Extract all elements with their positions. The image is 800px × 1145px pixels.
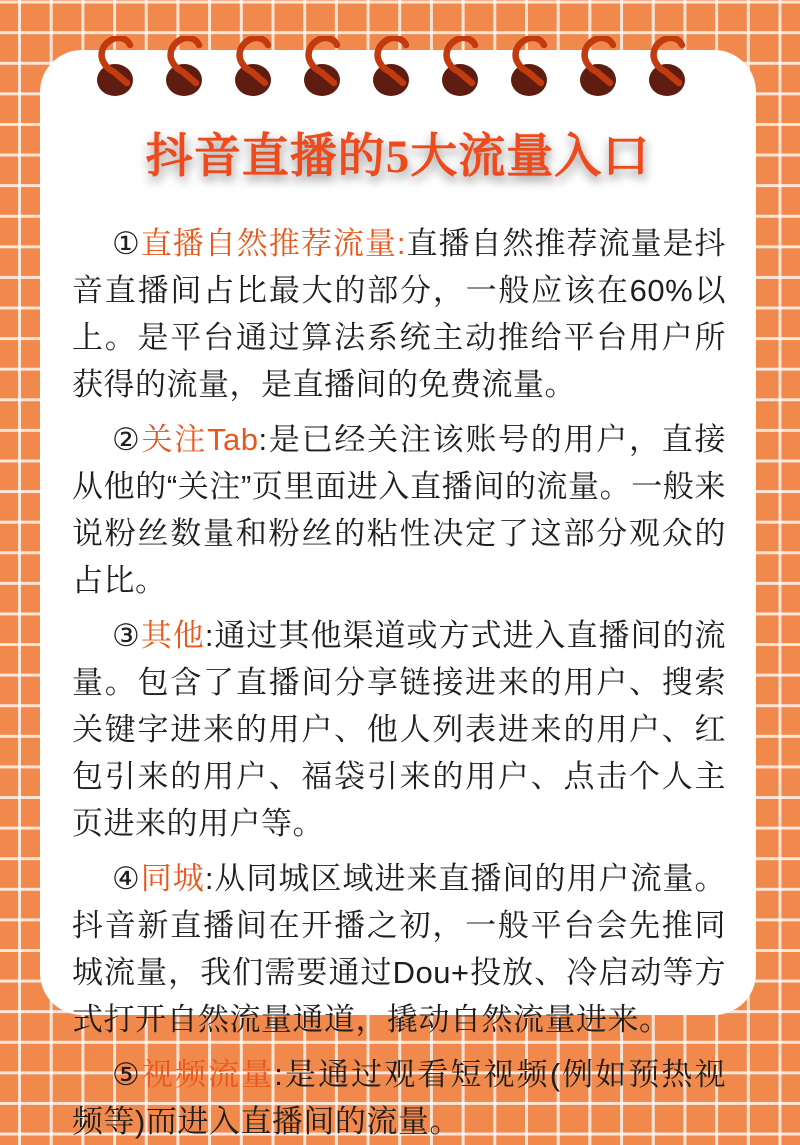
section-paragraph-4: [72, 855, 726, 1043]
binder-ring-icon: [232, 36, 272, 98]
binder-rings: [94, 36, 686, 98]
section-paragraph-1: [72, 220, 726, 408]
section-body: :通过其他渠道或方式进入直播间的流量。包含了直播间分享链接进来的用户、搜索关键字进来的用户、他人列表进来的用户、红包引来的用户、福袋引来的用户、点击个人主页进来的用户等。: [72, 618, 726, 841]
binder-ring-icon: [370, 36, 410, 98]
section-paragraph-2: [72, 416, 726, 604]
section-number: ②: [112, 422, 142, 457]
section-keyword: 同城: [140, 861, 205, 896]
section-number: ③: [112, 618, 141, 653]
section-paragraph-3: [72, 612, 726, 847]
page-title: 抖音直播的5大流量入口: [145, 131, 651, 183]
binder-ring-icon: [439, 36, 479, 98]
binder-ring-icon: [301, 36, 341, 98]
section-number: ⑤: [112, 1057, 142, 1092]
section-body: :从同城区域进来直播间的用户流量。抖音新直播间在开播之初，一般平台会先推同城流量，我们需要通过Dou+投放、冷启动等方式打开自然流量通道，撬动自然流量进来。: [72, 861, 726, 1037]
section-number: ④: [112, 861, 141, 896]
binder-ring-icon: [508, 36, 548, 98]
section-number: ①: [112, 226, 141, 261]
section-body: 直播自然推荐流量是抖音直播间占比最大的部分，一般应该在60%以上。是平台通过算法系统主动推给平台用户所获得的流量，是直播间的免费流量。: [72, 226, 726, 402]
section-paragraph-5: [72, 1051, 726, 1145]
section-keyword: 其他: [140, 618, 205, 653]
section-body: :是已经关注该账号的用户，直接从他的“关注”页里面进入直播间的流量。一般来说粉丝数量和粉丝的粘性决定了这部分观众的占比。: [72, 422, 726, 598]
binder-ring-icon: [163, 36, 203, 98]
binder-ring-icon: [577, 36, 617, 98]
binder-ring-icon: [646, 36, 686, 98]
content-area: [40, 188, 756, 1145]
binder-ring-icon: [94, 36, 134, 98]
section-body: :是通过观看短视频(例如预热视频等)而进入直播间的流量。: [72, 1057, 727, 1139]
section-keyword: 直播自然推荐流量:: [140, 226, 406, 261]
notepad-card: [40, 50, 756, 1139]
section-keyword: 视频流量: [141, 1057, 275, 1092]
section-keyword: 关注Tab: [141, 422, 259, 457]
